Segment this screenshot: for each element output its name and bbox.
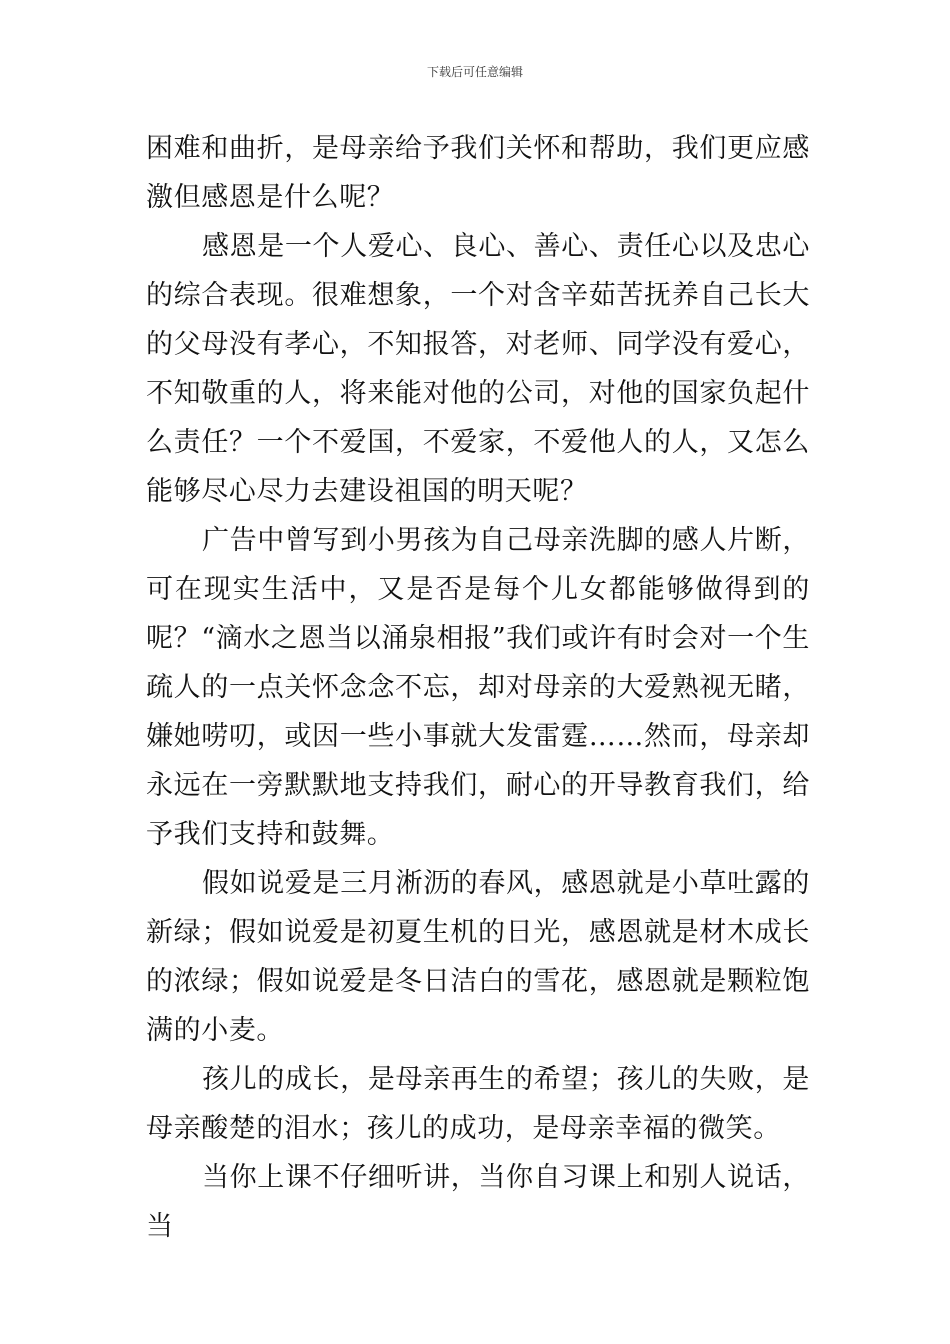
paragraph-3: 广告中曾写到小男孩为自己母亲洗脚的感人片断，可在现实生活中，又是否是每个儿女都能够做得到的呢？“滴水之恩当以涌泉相报”我们或许有时会对一个生疏人的一点关怀念念不忘，却对母亲的大爱熟视无睹，嫌她唠叨，或因一些小事就大发雷霆……然而，母亲却永远在一旁默默地支持我们，耐心的开导教育我们，给予我们支持和鼓舞。: [146, 525, 810, 850]
paragraph-1: 困难和曲折，是母亲给予我们关怀和帮助，我们更应感激但感恩是什么呢？: [146, 133, 810, 213]
paragraph-6: 当你上课不仔细听讲，当你自习课上和别人说话，当: [146, 1162, 810, 1242]
paragraph-5: 孩儿的成长，是母亲再生的希望；孩儿的失败，是母亲酸楚的泪水；孩儿的成功，是母亲幸福的微笑。: [146, 1064, 810, 1144]
page-header-note: 下载后可任意编辑: [426, 65, 523, 79]
paragraph-4: 假如说爱是三月淅沥的春风，感恩就是小草吐露的新绿；假如说爱是初夏生机的日光，感恩就是材木成长的浓绿；假如说爱是冬日洁白的雪花，感恩就是颗粒饱满的小麦。: [146, 868, 810, 1046]
document-body: [146, 124, 810, 1251]
paragraph-2: 感恩是一个人爱心、良心、善心、责任心以及忠心的综合表现。很难想象，一个对含辛茹苦抚养自己长大的父母没有孝心，不知报答，对老师、同学没有爱心，不知敬重的人，将来能对他的公司，对他的国家负起什么责任？一个不爱国，不爱家，不爱他人的人，又怎么能够尽心尽力去建设祖国的明天呢？: [146, 231, 810, 507]
